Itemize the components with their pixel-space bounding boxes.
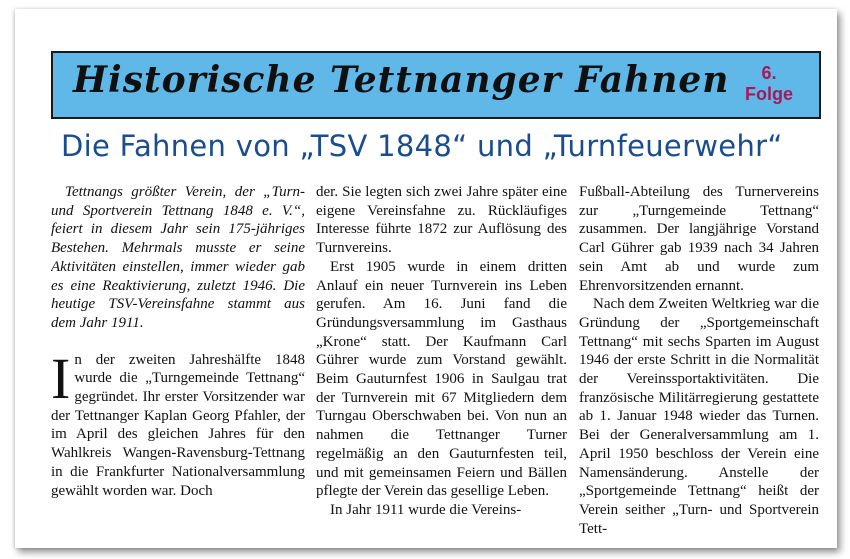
episode-word: Folge bbox=[745, 84, 793, 104]
article-column-1 bbox=[51, 183, 305, 548]
episode-number: 6. bbox=[761, 63, 777, 83]
article-paragraph: der. Sie legten sich zwei Jahre später eine eigene Vereinsfahne zu. Rückläufiges Interesse führte 1872 zur Auflösung des Turnvereins. bbox=[316, 184, 567, 257]
newspaper-clipping bbox=[15, 9, 837, 548]
paragraph-text: n der zweiten Jahreshälfte 1848 wurde die „Turngemeinde Tettnang“ gegründet. Ihr erster Vorsitzender war der Tettnanger Kaplan Georg Pfahler, der im April des gleichen Jahres für den Wahlkreis Wangen-Ravensburg-Tettnang in die Frankfurter Nationalversammlung gewählt worden war. Doch bbox=[51, 351, 305, 499]
article-paragraph: Nach dem Zweiten Weltkrieg war die Gründung der „Sportgemeinschaft Tettnang“ mit sechs Sparten im August 1946 der erste Schritt in die Normalität der Vereinssportaktivitäten. Die französische Militärregierung gestattete ab 1. Januar 1948 wieder das Turnen. Bei der Generalversammlung am 1. April 1950 beschloss der Verein eine Namensänderung. Anstelle der „Sportgemeinde Tettnang“ heißt der Verein seither „Turn- und Sportverein Tett- bbox=[579, 296, 819, 537]
article-headline: Die Fahnen von „TSV 1848“ und „Turnfeuerwehr“ bbox=[61, 129, 783, 163]
article-paragraph: Fußball-Abteilung des Turnervereins zur „Turngemeinde Tettnang“ zusammen. Der langjährige Vorstand Carl Gührer gab 1939 nach 34 Jahren sein Amt ab und wurde zum Ehrenvorsitzenden ernannt. bbox=[579, 184, 819, 294]
article-paragraph: Erst 1905 wurde in einem dritten Anlauf ein neuer Turnverein ins Leben gerufen. Am 16. Juni fand die Gründungsversammlung im Gasthaus „Krone“ statt. Der Kaufmann Carl Gührer wurde zum Vorstand gewählt. Beim Gauturnfest 1906 in Saulgau trat der Turnverein mit 67 Mitgliedern dem Turngau Oberschwaben bei. Von nun an nahmen die Tettnanger Turner regelmäßig an den Gauturnfesten teil, und mit gemeinsamen Feiern und Bällen pflegte der Verein das gesellige Leben. bbox=[316, 258, 567, 500]
series-title: Historische Tettnanger Fahnen bbox=[73, 59, 730, 101]
article-paragraph bbox=[51, 345, 305, 501]
article-column-3 bbox=[579, 183, 819, 548]
article-paragraph: In Jahr 1911 wurde die Vereins- bbox=[330, 501, 522, 518]
series-banner bbox=[51, 51, 821, 119]
episode-label bbox=[739, 63, 799, 105]
drop-cap: I bbox=[51, 345, 71, 411]
article-column-2 bbox=[316, 183, 567, 548]
article-intro: Tettnangs größter Verein, der „Turn- und Sportverein Tettnang 1848 e. V.“, feiert in diesem Jahr sein 175-jähriges Bestehen. Mehrmals musste er seine Aktivitäten einstellen, immer wieder gab es eine Reaktivierung, zuletzt 1946. Die heutige TSV-Vereinsfahne stammt aus dem Jahr 1911. bbox=[51, 184, 305, 331]
